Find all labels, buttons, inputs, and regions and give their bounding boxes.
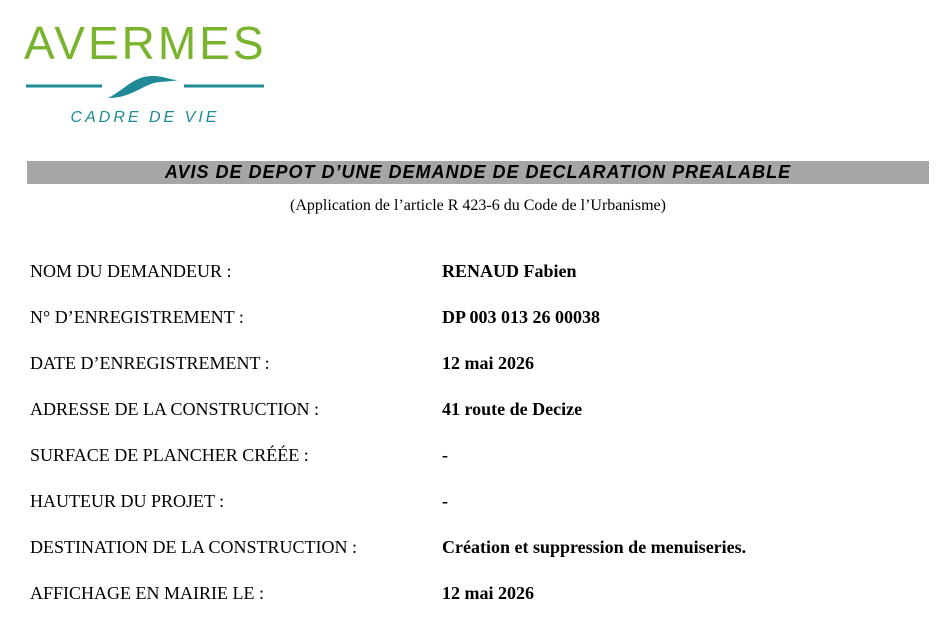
- field-label: DATE D’ENREGISTREMENT :: [30, 353, 270, 373]
- field-label: N° D’ENREGISTREMENT :: [30, 307, 244, 327]
- field-label: AFFICHAGE EN MAIRIE LE :: [30, 583, 264, 603]
- field-row-applicant: [30, 259, 930, 305]
- field-row-registration-date: [30, 351, 930, 397]
- field-value: -: [442, 491, 448, 511]
- field-label: NOM DU DEMANDEUR :: [30, 261, 232, 281]
- field-value: DP 003 013 26 00038: [442, 307, 601, 327]
- field-row-registration-number: [30, 305, 930, 351]
- logo-tagline: CADRE DE VIE: [70, 109, 220, 126]
- field-value: Création et suppression de menuiseries.: [442, 537, 747, 557]
- logo-wave-icon: [24, 72, 266, 102]
- field-label: DESTINATION DE LA CONSTRUCTION :: [30, 537, 357, 557]
- notice-subtitle: (Application de l’article R 423-6 du Code de l’Urbanisme): [290, 197, 666, 214]
- field-value: 41 route de Decize: [442, 399, 583, 419]
- logo-wordmark: AVERMES: [24, 17, 267, 69]
- avermes-logo: [24, 14, 266, 130]
- field-value: RENAUD Fabien: [442, 261, 577, 281]
- field-row-floor-area: [30, 443, 930, 489]
- field-value: 12 mai 2026: [442, 353, 534, 373]
- field-label: HAUTEUR DU PROJET :: [30, 491, 225, 511]
- field-row-height: [30, 489, 930, 535]
- field-row-posting-date: [30, 581, 930, 627]
- field-value: 12 mai 2026: [442, 583, 534, 603]
- field-row-destination: [30, 535, 930, 581]
- notice-title: AVIS DE DEPOT D’UNE DEMANDE DE DECLARATION PREALABLE: [164, 162, 792, 182]
- field-value: -: [442, 445, 448, 465]
- field-label: SURFACE DE PLANCHER CRÉÉE :: [30, 445, 309, 465]
- field-label: ADRESSE DE LA CONSTRUCTION :: [30, 399, 320, 419]
- declaration-fields: [30, 259, 930, 627]
- field-row-address: [30, 397, 930, 443]
- notice-title-bar: [27, 161, 929, 184]
